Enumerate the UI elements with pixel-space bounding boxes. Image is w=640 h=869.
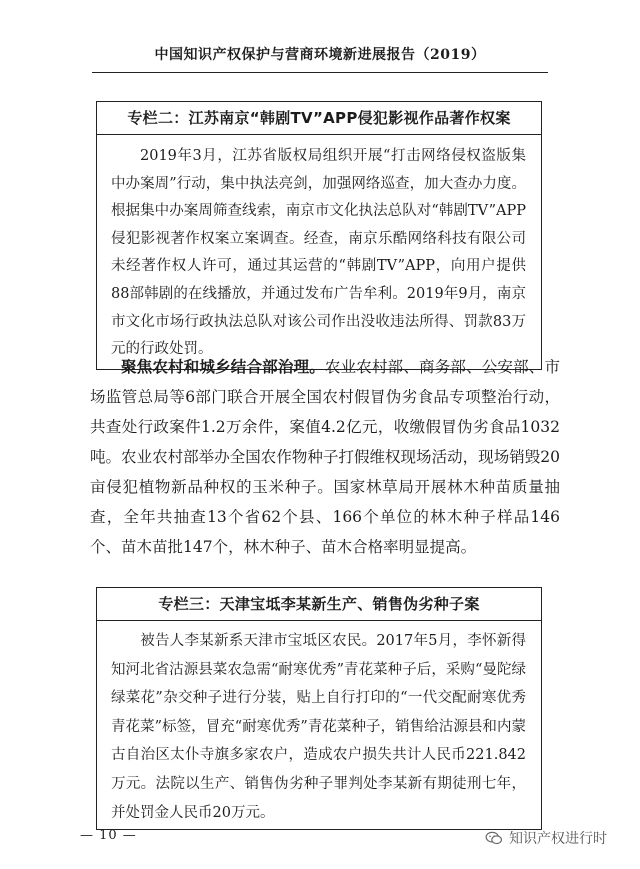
main-paragraph bbox=[90, 352, 560, 562]
page-number: — 10 — bbox=[80, 828, 137, 843]
case-box-2-body bbox=[97, 135, 541, 369]
watermark bbox=[485, 828, 607, 848]
case-box-3-body bbox=[97, 621, 541, 829]
main-paragraph-lead: 聚焦农村和城乡结合部治理。 bbox=[121, 357, 325, 376]
case-box-3 bbox=[96, 587, 542, 830]
case-box-2-text: 2019年3月，江苏省版权局组织开展“打击网络侵权盗版集中办案周”行动，集中执法亮剑，加强网络巡查，加大查办力度。根据集中办案周筛查线索，南京市文化执法总队对“韩剧TV”APP侵犯影视著作权案立案调查。经查，南京乐酷网络科技有限公司未经著作权人许可，通过其运营的“韩剧TV”APP，向用户提供88部韩剧的在线播放，并通过发布广告牟利。2019年9月，南京市文化市场行政执法总队对该公司作出没收违法所得、罚款83万元的行政处罚。 bbox=[111, 148, 526, 358]
case-box-3-text: 被告人李某新系天津市宝坻区农民。2017年5月，李怀新得知河北省沽源县菜农急需“耐寒优秀”青花菜种子后，采购“曼陀绿绿菜花”杂交种子进行分装，贴上自行打印的“一代交配耐寒优秀青花菜”标签，冒充“耐寒优秀”青花菜种子，销售给沽源县和内蒙古自治区太仆寺旗多家农户，造成农户损失共计人民币221.842万元。法院以生产、销售伪劣种子罪判处李某新有期徒刑七年，并处罚金人民币20万元。 bbox=[111, 633, 526, 821]
watermark-text: 知识产权进行时 bbox=[509, 831, 607, 847]
main-paragraph-text: 农业农村部、商务部、公安部、市场监管总局等6部门联合开展全国农村假冒伪劣食品专项整治行动，共查处行政案件1.2万余件，案值4.2亿元，收缴假冒伪劣食品1032吨。农业农村部举办全国农作物种子打假维权现场活动，现场销毁20亩侵犯植物新品种权的玉米种子。国家林草局开展林木种苗质量抽查，全年共抽查13个省62个县、166个单位的林木种子样品146个、苗木苗批147个，林木种子、苗木合格率明显提高。 bbox=[90, 358, 560, 556]
wechat-icon bbox=[485, 831, 503, 845]
case-box-2 bbox=[96, 101, 542, 370]
header-rule bbox=[92, 72, 548, 73]
page-header: 中国知识产权保护与营商环境新进展报告（2019） bbox=[154, 47, 486, 63]
case-box-2-title: 专栏二：江苏南京“韩剧TV”APP侵犯影视作品著作权案 bbox=[97, 102, 541, 135]
case-box-3-title: 专栏三：天津宝坻李某新生产、销售伪劣种子案 bbox=[97, 588, 541, 621]
